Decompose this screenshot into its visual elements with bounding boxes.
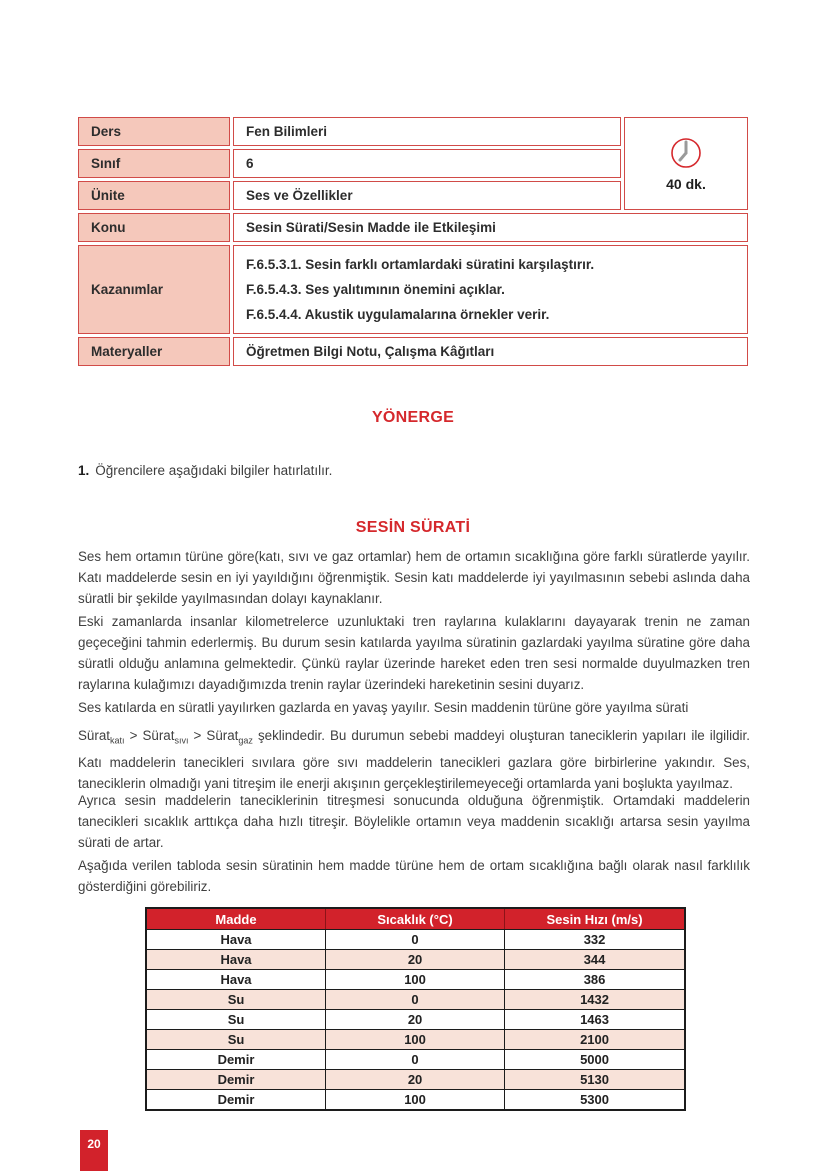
paragraph-table-intro: Aşağıda verilen tabloda sesin süratinin hem madde türüne hem de ortam sıcaklığına bağlı olarak nasıl farklılık gösterdiğini görebiliriz.	[78, 858, 750, 894]
info-label-unite: Ünite	[78, 181, 230, 210]
table-cell: 100	[326, 970, 505, 990]
info-value-unite: Ses ve Özellikler	[233, 181, 621, 210]
table-cell: 5000	[505, 1050, 685, 1070]
directive-heading: YÖNERGE	[371, 409, 455, 426]
table-cell: 5130	[505, 1070, 685, 1090]
column-header-madde: Madde	[146, 908, 326, 930]
table-cell: Demir	[146, 1050, 326, 1070]
paragraph-temperature: Ayrıca sesin maddelerin taneciklerinin titreşmesi sonucunda olduğuna öğrenmiştik. Ortamdaki maddelerin tanecikleri sıcaklık arttıkça daha hızlı titreşir. Böylelikle ortamın veya maddenin sıcaklığı artarsa sesin yayılma sürati de artar.	[78, 793, 750, 850]
table-cell: 20	[326, 950, 505, 970]
table-row	[146, 1070, 685, 1090]
table-row	[146, 930, 685, 950]
kazanim-line: F.6.5.4.4. Akustik uygulamalarına örnekler verir.	[246, 307, 550, 322]
info-value-materyaller: Öğretmen Bilgi Notu, Çalışma Kâğıtları	[233, 337, 748, 366]
duration-cell	[624, 117, 748, 210]
kazanim-line: F.6.5.3.1. Sesin farklı ortamlardaki süratini karşılaştırır.	[246, 257, 595, 272]
table-cell: 20	[326, 1070, 505, 1090]
table-cell: Su	[146, 1030, 326, 1050]
duration-label: 40 dk.	[666, 175, 706, 192]
info-label-kazanimlar: Kazanımlar	[78, 245, 230, 334]
table-cell: 0	[326, 990, 505, 1010]
sound-speed-table-header	[146, 908, 685, 930]
table-row	[146, 1090, 685, 1111]
table-cell: 344	[505, 950, 685, 970]
table-row	[146, 990, 685, 1010]
paragraph-medium-order: Ses katılarda en süratli yayılırken gazlarda en yavaş yayılır. Sesin maddenin türüne göre yayılma sürati	[78, 700, 689, 715]
table-cell: Demir	[146, 1090, 326, 1111]
info-label-sinif: Sınıf	[78, 149, 230, 178]
sound-speed-table	[145, 907, 686, 1111]
table-cell: Su	[146, 990, 326, 1010]
table-row	[146, 970, 685, 990]
column-header-sesin-hizi: Sesin Hızı (m/s)	[505, 908, 685, 930]
table-row	[146, 1050, 685, 1070]
table-cell: 332	[505, 930, 685, 950]
info-label-ders: Ders	[78, 117, 230, 146]
kazanim-line: F.6.5.4.3. Ses yalıtımının önemini açıklar.	[246, 282, 505, 297]
table-cell: 100	[326, 1090, 505, 1111]
column-header-sicaklik: Sıcaklık (°C)	[326, 908, 505, 930]
table-row	[146, 1010, 685, 1030]
table-cell: 0	[326, 1050, 505, 1070]
paragraph-train-rails: Eski zamanlarda insanlar kilometrelerce uzunluktaki tren raylarına kulaklarını dayayarak trenin ne zaman geçeceğini tahmin ederlermiş. Bu durum sesin katılarda yayılma süratinin gazlardaki yayılma süratine göre daha süratli olduğu anlamına gelmektedir. Çünkü raylar üzerinde hareket eden tren sesi normalde duyulmazken tren raylarına kulağımızı dayadığımızda trenin raylar üzerindeki hareketinin sesini duyarız.	[78, 614, 750, 692]
directive-step-1	[78, 463, 748, 478]
paragraph-speed-intro: Ses hem ortamın türüne göre(katı, sıvı ve gaz ortamlar) hem de ortamın sıcaklığına göre farklı süratlerde yayılır. Katı maddelerde sesin en iyi yayıldığını öğrenmiştik. Sesin katı maddelerde iyi yayılmasının sebebi aslında daha süratli bir şekilde yayılmasından dolayı kaynaklanır.	[78, 549, 750, 606]
step-text: Öğrencilere aşağıdaki bilgiler hatırlatılır.	[95, 463, 333, 478]
page-number-badge: 20	[80, 1130, 108, 1171]
table-cell: Hava	[146, 930, 326, 950]
info-value-sinif: 6	[233, 149, 621, 178]
table-cell: Su	[146, 1010, 326, 1030]
table-cell: 20	[326, 1010, 505, 1030]
table-cell: Hava	[146, 950, 326, 970]
lesson-info-table	[78, 117, 748, 366]
info-label-konu: Konu	[78, 213, 230, 242]
info-value-ders: Fen Bilimleri	[233, 117, 621, 146]
table-cell: Demir	[146, 1070, 326, 1090]
table-row	[146, 1030, 685, 1050]
section-heading: SESİN SÜRATİ	[355, 519, 471, 536]
table-cell: 2100	[505, 1030, 685, 1050]
step-number: 1.	[78, 463, 90, 478]
info-label-materyaller: Materyaller	[78, 337, 230, 366]
table-cell: 1432	[505, 990, 685, 1010]
table-cell: Hava	[146, 970, 326, 990]
table-cell: 100	[326, 1030, 505, 1050]
table-cell: 1463	[505, 1010, 685, 1030]
table-cell: 386	[505, 970, 685, 990]
clock-icon	[669, 136, 703, 170]
info-value-kazanimlar	[233, 245, 748, 334]
table-cell: 5300	[505, 1090, 685, 1111]
table-cell: 0	[326, 930, 505, 950]
table-row	[146, 950, 685, 970]
info-value-konu: Sesin Sürati/Sesin Madde ile Etkileşimi	[233, 213, 748, 242]
paragraph-speed-formula: Sürat$_{katı}$ > Sürat$_{sıvı}$ > Sürat$_{gaz}$ şeklindedir. Bu durumun sebebi maddeyi oluşturan taneciklerin yapıları ile ilgilidir. Katı maddelerin tanecikleri sıvılara göre sıvı maddelerin tanecikleri gazlara göre birbirlerine yakındır. Ses, taneciklerin olmadığı yani titreşim ile enerji akışının gerçekleştirilemeyeceği ortamlarda yani boşlukta yayılmaz.	[78, 728, 750, 791]
